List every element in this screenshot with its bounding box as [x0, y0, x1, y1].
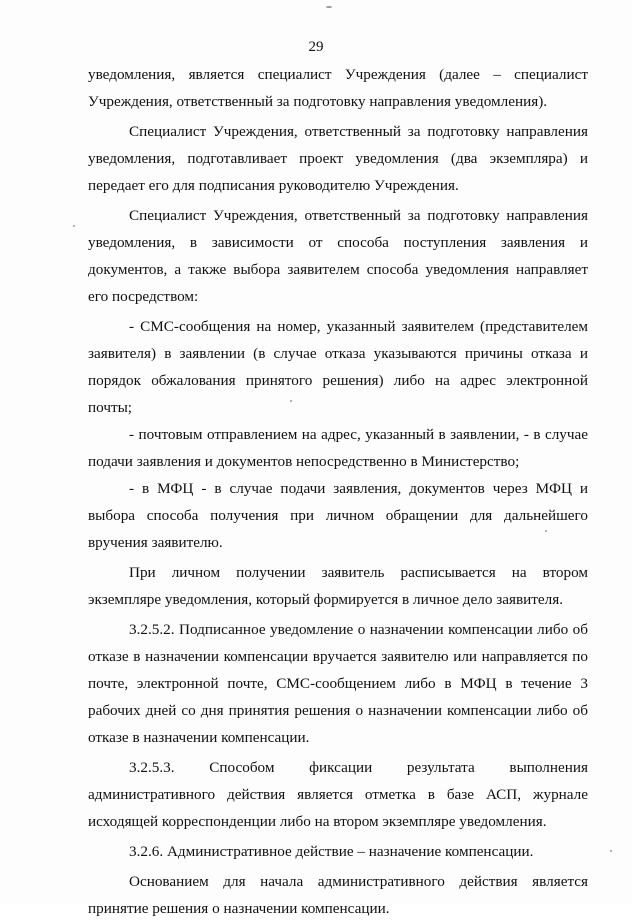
paragraph-basis: Основанием для начала административного действия является принятие решения о назначении компенсации. [88, 873, 588, 917]
scan-speck [290, 400, 292, 402]
list-item-mfc: - в МФЦ - в случае подачи заявления, документов через МФЦ и выбора способа получения при личном обращении для дальнейшего вручения заявителю. [88, 480, 588, 551]
page-number: 29 [308, 39, 324, 55]
paragraph-personal-receipt: При личном получении заявитель расписывается на втором экземпляре уведомления, который формируется в личное дело заявителя. [88, 564, 588, 608]
scan-speck [610, 850, 612, 852]
paragraph-continuation: уведомления, является специалист Учреждения (далее – специалист Учреждения, ответственный за подготовку направления уведомления). [88, 66, 588, 110]
paragraph-specialist-sends: Специалист Учреждения, ответственный за подготовку направления уведомления, в зависимости от способа поступления заявления и документов, а также выбора заявителем способа уведомления направляет его посредством: [88, 207, 588, 305]
paragraph-3-2-6: 3.2.6. Административное действие – назначение компенсации. [129, 843, 534, 860]
scan-speck [326, 6, 332, 8]
list-item-sms: - СМС-сообщения на номер, указанный заявителем (представителем заявителя) в заявлении (в случае отказа указываются причины отказа и порядок обжалования принятого решения) либо на адрес электронной почты; [88, 318, 588, 416]
paragraph-3-2-5-2: 3.2.5.2. Подписанное уведомление о назначении компенсации либо об отказе в назначении компенсации вручается заявителю или направляется по почте, электронной почте, СМС-сообщением либо в МФЦ в течение 3 рабочих дней со дня принятия решения о назначении компенсации либо об отказе в назначении компенсации. [88, 621, 588, 746]
list-item-post: - почтовым отправлением на адрес, указанный в заявлении, - в случае подачи заявления и документов непосредственно в Министерство; [88, 426, 588, 470]
scan-speck [545, 530, 547, 532]
document-body [88, 61, 588, 922]
scan-speck [73, 225, 75, 227]
paragraph-3-2-5-3: 3.2.5.3. Способом фиксации результата выполнения административного действия является отметка в базе АСП, журнале исходящей корреспонденции либо на втором экземпляре уведомления. [88, 759, 588, 830]
paragraph-specialist-prepares: Специалист Учреждения, ответственный за подготовку направления уведомления, подготавливает проект уведомления (два экземпляра) и передает его для подписания руководителю Учреждения. [88, 123, 588, 194]
